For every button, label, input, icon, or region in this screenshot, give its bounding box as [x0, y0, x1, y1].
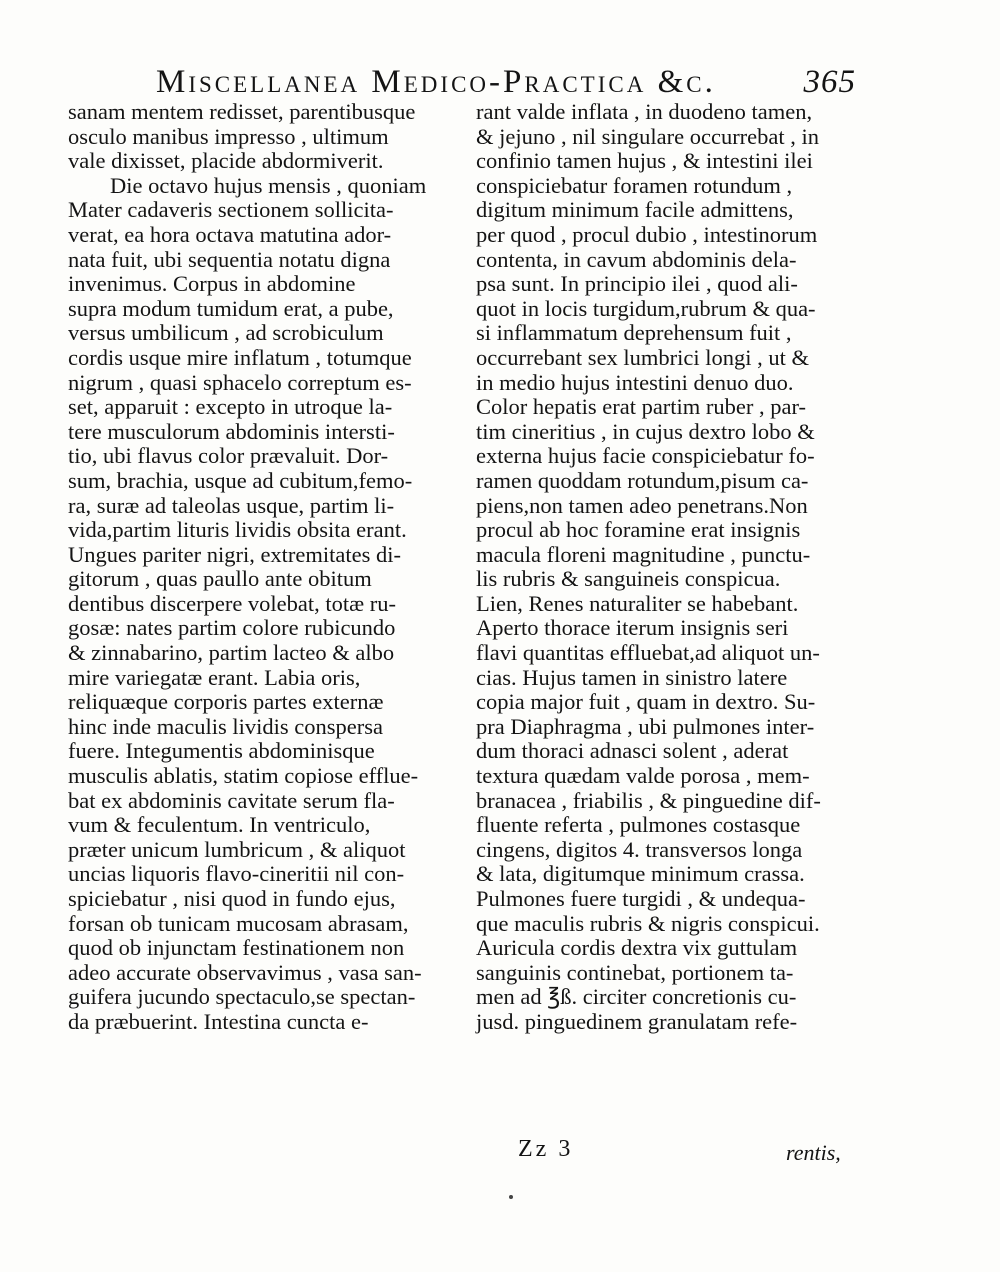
line-text: tio, ubi flavus color prævaluit. Dor-: [68, 443, 389, 469]
line-text: mire variegatæ erant. Labia oris,: [68, 664, 361, 690]
line-text: nigrum , quasi sphacelo correptum es-: [68, 369, 412, 395]
line-text: ra, suræ ad taleolas usque, partim li-: [68, 492, 395, 518]
line-text: supra modum tumidum erat, a pube,: [68, 295, 394, 321]
text-line: [68, 420, 466, 445]
text-line: [476, 149, 860, 174]
text-line: [68, 444, 466, 469]
text-line: [476, 420, 860, 445]
text-line: [68, 887, 466, 912]
text-line: [476, 1010, 860, 1035]
line-text: Mater cadaveris sectionem sollicita-: [68, 197, 394, 223]
text-line: [68, 936, 466, 961]
line-text: guifera jucundo spectaculo,se spectan-: [68, 984, 416, 1010]
text-line: [476, 789, 860, 814]
line-text: spiciebatur , nisi quod in fundo ejus,: [68, 886, 396, 911]
line-text: hinc inde maculis lividis conspersa: [68, 713, 383, 739]
text-line: [476, 641, 860, 666]
text-line: [476, 862, 860, 887]
text-line: [68, 789, 466, 814]
text-line: [476, 198, 860, 223]
text-line: [476, 518, 860, 543]
text-line: [68, 272, 466, 297]
line-text: lis rubris & sanguineis conspicua.: [476, 566, 781, 592]
text-line: [476, 469, 860, 494]
line-text: forsan ob tunicam mucosam abrasam,: [68, 910, 409, 936]
text-line: [68, 862, 466, 887]
text-line: [68, 912, 466, 937]
line-text: adeo accurate observavimus , vasa san-: [68, 959, 422, 985]
text-line: [68, 198, 466, 223]
text-line: [68, 371, 466, 396]
line-text: cingens, digitos 4. transversos longa: [476, 836, 803, 862]
text-line: [476, 961, 860, 986]
line-text: osculo manibus impresso , ultimum: [68, 123, 389, 149]
text-line: [476, 936, 860, 961]
text-line: [68, 543, 466, 568]
line-text: confinio tamen hujus , & intestini ilei: [476, 148, 813, 174]
line-text: quot in locis turgidum,rubrum & qua-: [476, 295, 816, 321]
text-line: [476, 592, 860, 617]
text-line: [476, 764, 860, 789]
line-text: si inflammatum deprehensum fuit ,: [476, 320, 792, 346]
text-line: [68, 469, 466, 494]
text-line: [476, 297, 860, 322]
text-line: [476, 985, 860, 1010]
line-text: fuere. Integumentis abdominisque: [68, 738, 375, 764]
running-head: [156, 60, 856, 104]
line-text: tere musculorum abdominis intersti-: [68, 418, 395, 444]
text-line: [68, 641, 466, 666]
line-text: conspiciebatur foramen rotundum ,: [476, 172, 793, 198]
line-text: Die octavo hujus mensis , quoniam: [110, 172, 427, 198]
line-text: Pulmones fuere turgidi , & undequa-: [476, 886, 806, 911]
text-line: [68, 616, 466, 641]
line-text: invenimus. Corpus in abdomine: [68, 271, 356, 297]
text-line: [68, 395, 466, 420]
line-text: textura quædam valde porosa , mem-: [476, 763, 810, 789]
line-text: sanam mentem redisset, parentibusque: [68, 99, 416, 124]
line-text: jusd. pinguedinem granulatam refe-: [476, 1008, 798, 1034]
line-text: sanguinis continebat, portionem ta-: [476, 959, 794, 985]
text-line: [476, 125, 860, 150]
text-line: [68, 297, 466, 322]
right-column: [476, 100, 860, 1035]
text-line: [68, 567, 466, 592]
line-text: gitorum , quas paullo ante obitum: [68, 566, 372, 592]
text-line: [68, 813, 466, 838]
line-text: cias. Hujus tamen in sinistro latere: [476, 664, 788, 690]
line-text: reliquæque corporis partes externæ: [68, 689, 384, 715]
text-line: [68, 838, 466, 863]
paper-speck: [509, 1195, 513, 1199]
line-text: Color hepatis erat partim ruber , par-: [476, 394, 807, 420]
line-text: contenta, in cavum abdominis dela-: [476, 246, 797, 272]
line-text: Lien, Renes naturaliter se habebant.: [476, 590, 799, 616]
text-line: [68, 690, 466, 715]
text-line: [68, 346, 466, 371]
line-text: vale dixisset, placide abdormiverit.: [68, 148, 384, 174]
line-text: branacea , friabilis , & pinguedine dif-: [476, 787, 821, 813]
line-text: psa sunt. In principio ilei , quod ali-: [476, 271, 798, 297]
text-line: [476, 346, 860, 371]
page-number: 365: [803, 64, 856, 100]
text-line: [476, 174, 860, 199]
line-text: quod ob injunctam festinationem non: [68, 935, 405, 961]
line-text: bat ex abdominis cavitate serum fla-: [68, 787, 395, 813]
line-text: externa hujus facie conspiciebatur fo-: [476, 443, 815, 469]
text-line: [476, 912, 860, 937]
text-line: [476, 813, 860, 838]
line-text: nata fuit, ubi sequentia notatu digna: [68, 246, 391, 272]
text-line: [476, 567, 860, 592]
line-text: dum thoraci adnasci solent , aderat: [476, 738, 789, 764]
line-text: Ungues pariter nigri, extremitates di-: [68, 541, 402, 567]
text-line: [68, 961, 466, 986]
text-line: [476, 543, 860, 568]
catchword: rentis,: [786, 1140, 841, 1165]
line-text: per quod , procul dubio , intestinorum: [476, 221, 818, 247]
text-line: [68, 100, 466, 125]
text-line: [476, 887, 860, 912]
running-title: Miscellanea Medico-Practica &c.: [156, 64, 716, 100]
text-line: [68, 715, 466, 740]
line-text: pra Diaphragma , ubi pulmones inter-: [476, 713, 815, 739]
line-text: procul ab hoc foramine erat insignis: [476, 517, 801, 543]
line-text: præter unicum lumbricum , & aliquot: [68, 836, 406, 862]
text-line: [476, 371, 860, 396]
line-text: uncias liquoris flavo-cineritii nil con-: [68, 861, 405, 887]
text-line: [68, 985, 466, 1010]
line-text: rant valde inflata , in duodeno tamen,: [476, 99, 813, 124]
text-line: [476, 444, 860, 469]
text-line: [476, 715, 860, 740]
line-text: & zinnabarino, partim lacteo & albo: [68, 640, 395, 666]
line-text: copia major fuit , quam in dextro. Su-: [476, 689, 816, 715]
text-line: [68, 739, 466, 764]
line-text: verat, ea hora octava matutina ador-: [68, 221, 392, 247]
line-text: musculis ablatis, statim copiose effluе-: [68, 763, 419, 789]
text-line: [68, 321, 466, 346]
text-line: [476, 494, 860, 519]
line-text: flavi quantitas effluebat,ad aliquot un-: [476, 640, 820, 666]
line-text: versus umbilicum , ad scrobiculum: [68, 320, 384, 346]
text-line: [476, 272, 860, 297]
text-line: [476, 739, 860, 764]
text-line: [476, 838, 860, 863]
line-text: set, apparuit : excepto in utroque la-: [68, 394, 393, 420]
line-text: in medio hujus intestini denuo duo.: [476, 369, 794, 395]
text-line: [68, 248, 466, 273]
text-line: [476, 223, 860, 248]
text-line: [476, 616, 860, 641]
text-line: [68, 149, 466, 174]
line-text: Aperto thorace iterum insignis seri: [476, 615, 789, 641]
line-text: & lata, digitumque minimum crassa.: [476, 861, 805, 887]
line-text: tim cineritius , in cujus dextro lobo &: [476, 418, 815, 444]
text-line: [68, 494, 466, 519]
text-line: [68, 125, 466, 150]
line-text: piens,non tamen adeo penetrans.Non: [476, 492, 808, 518]
line-text: digitum minimum facile admittens,: [476, 197, 794, 223]
text-line: [68, 518, 466, 543]
line-text: vum & feculentum. In ventriculo,: [68, 812, 371, 838]
line-text: vida,partim lituris lividis obsita erant.: [68, 517, 407, 543]
line-text: dentibus discerpere volebat, totæ ru-: [68, 590, 397, 616]
line-text: gosæ: nates partim colore rubicundo: [68, 615, 396, 641]
text-line: [68, 223, 466, 248]
text-line: [476, 395, 860, 420]
line-text: occurrebant sex lumbrici longi , ut &: [476, 344, 810, 370]
text-line: [476, 100, 860, 125]
line-text: men ad ℥ß. circiter concretionis cu-: [476, 984, 797, 1010]
line-text: que maculis rubris & nigris conspicui.: [476, 910, 820, 936]
text-line: [476, 666, 860, 691]
text-line: [68, 1010, 466, 1035]
line-text: da præbuerint. Intestina cuncta e-: [68, 1008, 369, 1034]
text-line: [476, 321, 860, 346]
line-text: sum, brachia, usque ad cubitum,femo-: [68, 467, 413, 493]
signature-mark: Zz 3: [518, 1136, 574, 1162]
text-line: [68, 592, 466, 617]
text-line: [476, 690, 860, 715]
text-line: [68, 174, 466, 199]
line-text: macula floreni magnitudine , punctu-: [476, 541, 811, 567]
text-line: [68, 666, 466, 691]
text-line: [68, 764, 466, 789]
text-line: [476, 248, 860, 273]
line-text: cordis usque mire inflatum , totumque: [68, 344, 412, 370]
left-column: [68, 100, 466, 1035]
line-text: fluente referta , pulmones costasque: [476, 812, 801, 838]
line-text: & jejuno , nil singulare occurrebat , in: [476, 123, 820, 149]
line-text: Auricula cordis dextra vix guttulam: [476, 935, 798, 961]
line-text: ramen quoddam rotundum,pisum ca-: [476, 467, 809, 493]
